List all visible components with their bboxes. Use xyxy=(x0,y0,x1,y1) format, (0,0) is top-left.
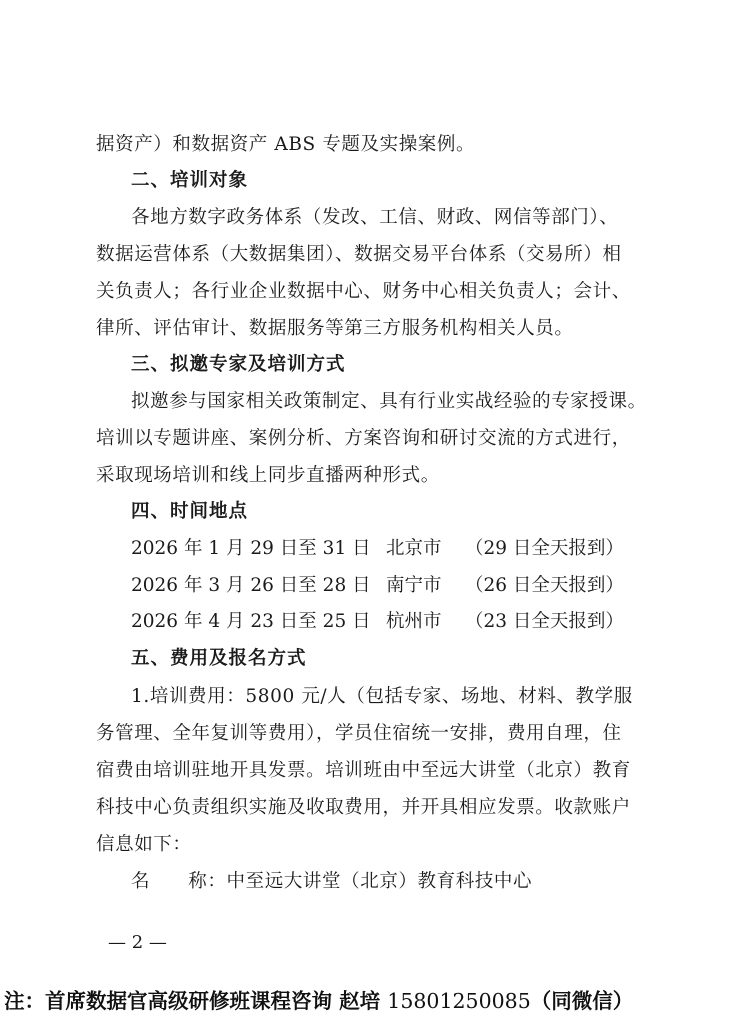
schedule-city: 北京市 xyxy=(386,538,442,559)
footer-note xyxy=(4,984,633,1014)
footer-suffix: （同微信） xyxy=(530,989,634,1013)
text-line-10: 采取现场培训和线上同步直播两种形式。 xyxy=(96,465,440,486)
schedule-checkin: （23 日全天报到） xyxy=(465,611,624,632)
text-line-9: 培训以专题讲座、案例分析、方案咨询和研讨交流的方式进行， xyxy=(96,428,631,449)
text-line-5: 关负责人；各行业企业数据中心、财务中心相关负责人；会计、 xyxy=(96,281,631,302)
footer-phone: 15801250085 xyxy=(387,989,531,1013)
section-heading-time-place: 四、时间地点 xyxy=(131,501,249,522)
text-line-6: 律所、评估审计、数据服务等第三方服务机构相关人员。 xyxy=(96,318,574,339)
fee-line-1: 1.培训费用：5800 元/人（包括专家、场地、材料、教学服 xyxy=(131,686,633,707)
account-name-row xyxy=(131,873,532,892)
text-line-3: 各地方数字政务体系（发改、工信、财政、网信等部门）、 xyxy=(131,207,619,228)
schedule-checkin: （29 日全天报到） xyxy=(465,538,624,559)
fee-line-4: 科技中心负责组织实施及收取费用，并开具相应发票。收款账户 xyxy=(96,797,631,818)
account-name-label: 名 称： xyxy=(131,871,227,892)
schedule-city: 杭州市 xyxy=(386,611,442,632)
schedule-checkin: （26 日全天报到） xyxy=(465,575,624,596)
schedule-city: 南宁市 xyxy=(386,575,442,596)
text-line-8: 拟邀参与国家相关政策制定、具有行业实战经验的专家授课。 xyxy=(131,391,647,412)
fee-line-5: 信息如下： xyxy=(96,834,192,855)
section-heading-experts: 三、拟邀专家及培训方式 xyxy=(131,354,346,375)
fee-line-2: 务管理、全年复训等费用），学员住宿统一安排，费用自理，住 xyxy=(96,723,622,744)
schedule-dates: 2026 年 3 月 26 日至 28 日 xyxy=(131,575,371,596)
section-heading-fees: 五、费用及报名方式 xyxy=(131,648,307,669)
section-heading-training-target: 二、培训对象 xyxy=(131,170,249,191)
schedule-dates: 2026 年 4 月 23 日至 25 日 xyxy=(131,611,371,632)
account-name-value: 中至远大讲堂（北京）教育科技中心 xyxy=(226,871,533,892)
text-line-1: 据资产）和数据资产 ABS 专题及实操案例。 xyxy=(96,134,476,155)
footer-note-text: 注：首席数据官高级研修班课程咨询 赵培 xyxy=(4,989,388,1013)
page-number: — 2 — xyxy=(108,932,167,953)
schedule-dates: 2026 年 1 月 29 日至 31 日 xyxy=(131,538,371,559)
text-line-4: 数据运营体系（大数据集团）、数据交易平台体系（交易所）相 xyxy=(96,244,622,265)
fee-line-3: 宿费由培训驻地开具发票。培训班由中至远大讲堂（北京）教育 xyxy=(96,760,631,781)
